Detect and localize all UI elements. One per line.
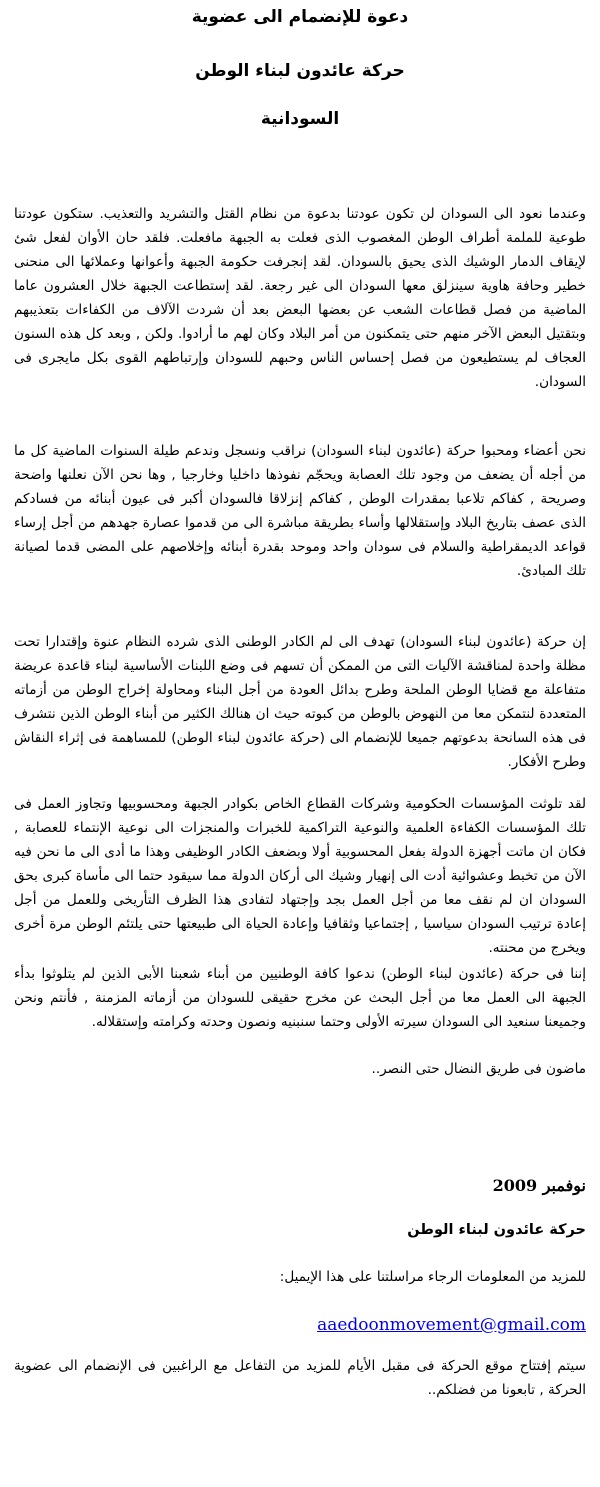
invitation-title: دعوة للإنضمام الى عضوية bbox=[191, 7, 409, 27]
contact-text: للمزيد من المعلومات الرجاء مراسلتنا على هذا الإيميل: bbox=[279, 1269, 586, 1285]
date-text: نوفمبر 2009 bbox=[492, 1176, 586, 1195]
paragraph-members: نحن أعضاء ومحبوا حركة (عائدون لبناء السودان) نراقب ونسجل وندعم طيلة السنوات الماضية كل ما من أجله أن يضعف من وجود تلك العصابة ويحجّم نفوذها داخليا وخارجيا , وها نحن الآن نعلنها واضحة وصريحة , كفاكم تلاعبا بمقدرات الوطن , كفاكم إنزلاقا فالسودان أكبر فى عيون أبنائه من فسادكم الذى عصف بتاريخ البلاد وإستقلالها وأساء بطريقة مباشرة الى من قدموا عصارة جهدهم من أجل إرساء قواعد الديمقراطية والسلام فى سودان واحد وموحد بقدرة أبنائه وإخلاصهم على المضى قدما لصيانة تلك المبادئ. bbox=[14, 443, 586, 579]
signature-text: حركة عائدون لبناء الوطن bbox=[407, 1222, 586, 1238]
paragraph-return: وعندما نعود الى السودان لن تكون عودتنا بدعوة من نظام القتل والتشريد والتعذيب. ستكون عودتنا طوعية للملمة أطراف الوطن المغصوب الذى فعلت به الجبهة مافعلت. فلقد حان الأوان لفعل شئ لإيقاف الدمار الوشيك الذى يحيق بالسودان. لقد إنجرفت حكومة الجبهة وأعوانها وعملائها الى منحنى خطير وحافة هاوية سينزلق معها السودان الى غير رجعة. لقد إستطاعت الجبهة خلال العشرون عاما الماضية من فصل قطاعات الشعب عن بعضها البعض بعد أن شردت الآلاف من الكفاءات بتعذيبهم وبتقتيل البعض الآخر منهم حتى يتمكنون من أمر البلاد وكان لهم ما أرادوا. ولكن , وبعد كل هذه السنون العجاف لم يستطيعون من فصل إحساس الناس وحبهم للسودان وإرتباطهم القوى بكل مايجرى فى السودان. bbox=[14, 206, 586, 390]
paragraph-call: إننا فى حركة (عائدون لبناء الوطن) ندعوا كافة الوطنيين من أبناء شعبنا الأبى الذين لم يتلوثوا بدأء الجبهة الى العمل معا من أجل البحث عن مخرج حقيقى للسودان من أزماته المزمنة , فأنتم ونحن وجميعنا سنعيد الى السودان سيرته الأولى وحتما سنبنيه ونصون وحدته وكرامته وإستقلاله. bbox=[14, 966, 586, 1030]
paragraph-institutions: لقد تلوثت المؤسسات الحكومية وشركات القطاع الخاص بكوادر الجبهة ومحسوبيها وتجاوز العمل فى تلك المؤسسات الكفاءة العلمية والنوعية التراكمية للخبرات والمنجزات الى نوعية الإنتماء للعصابة , فكان ان ماتت أجهزة الدولة بفعل المحسوبية أولا وبضعف الكادر الوظيفى وهذا ما أدى الى ما نحن فيه الآن من تخبط وعشوائية أدت الى إنهيار وشيك الى أركان الدولة مما سيقود حتما الى مأساة كبرى بحق السودان ان لم نقف معا من أجل العمل بجد وإجتهاد لتفادى هذا الظرف التأريخى وللعمل من أجل إعادة ترتيب السودان سياسيا , إجتماعيا وثقافيا وإعادة الحياة الى طبيعتها حتى يلتئم الوطن مرة أخرى ويخرج من محنته. bbox=[14, 796, 586, 956]
paragraph-goals: إن حركة (عائدون لبناء السودان) تهدف الى لم الكادر الوطنى الذى شرده النظام عنوة وإقتدارا تحت مظلة واحدة لمناقشة الآليات التى من الممكن أن تسهم فى وضع اللبنات الأساسية لبناء قاعدة عريضة متفاعلة مع قضايا الوطن الملحة وطرح بدائل العودة من أجل البناء ومحاولة إخراج الوطن من أزماته المتعددة لنتمكن معا من النهوض بالوطن من كبوته حيث ان هنالك الكثير من أبناء الوطن الذين نتشرف فى هذه السانحة بدعوتهم جميعا للإنضمام الى (حركة عائدون لبناء الوطن) للمساهمة فى إثراء النقاش وطرح الأفكار. bbox=[14, 634, 586, 770]
movement-title: حركة عائدون لبناء الوطن bbox=[195, 61, 405, 81]
sudanese-title: السودانية bbox=[260, 109, 340, 129]
motto-text: ماضون فى طريق النضال حتى النصر.. bbox=[371, 1061, 586, 1077]
email-link[interactable]: aaedoonmovement@gmail.com bbox=[317, 1315, 586, 1335]
closing-paragraph: سيتم إفتتاح موقع الحركة فى مقبل الأيام للمزيد من التفاعل مع الراغبين فى الإنضمام الى عضوية الحركة , تابعونا من فضلكم.. bbox=[14, 1358, 586, 1398]
